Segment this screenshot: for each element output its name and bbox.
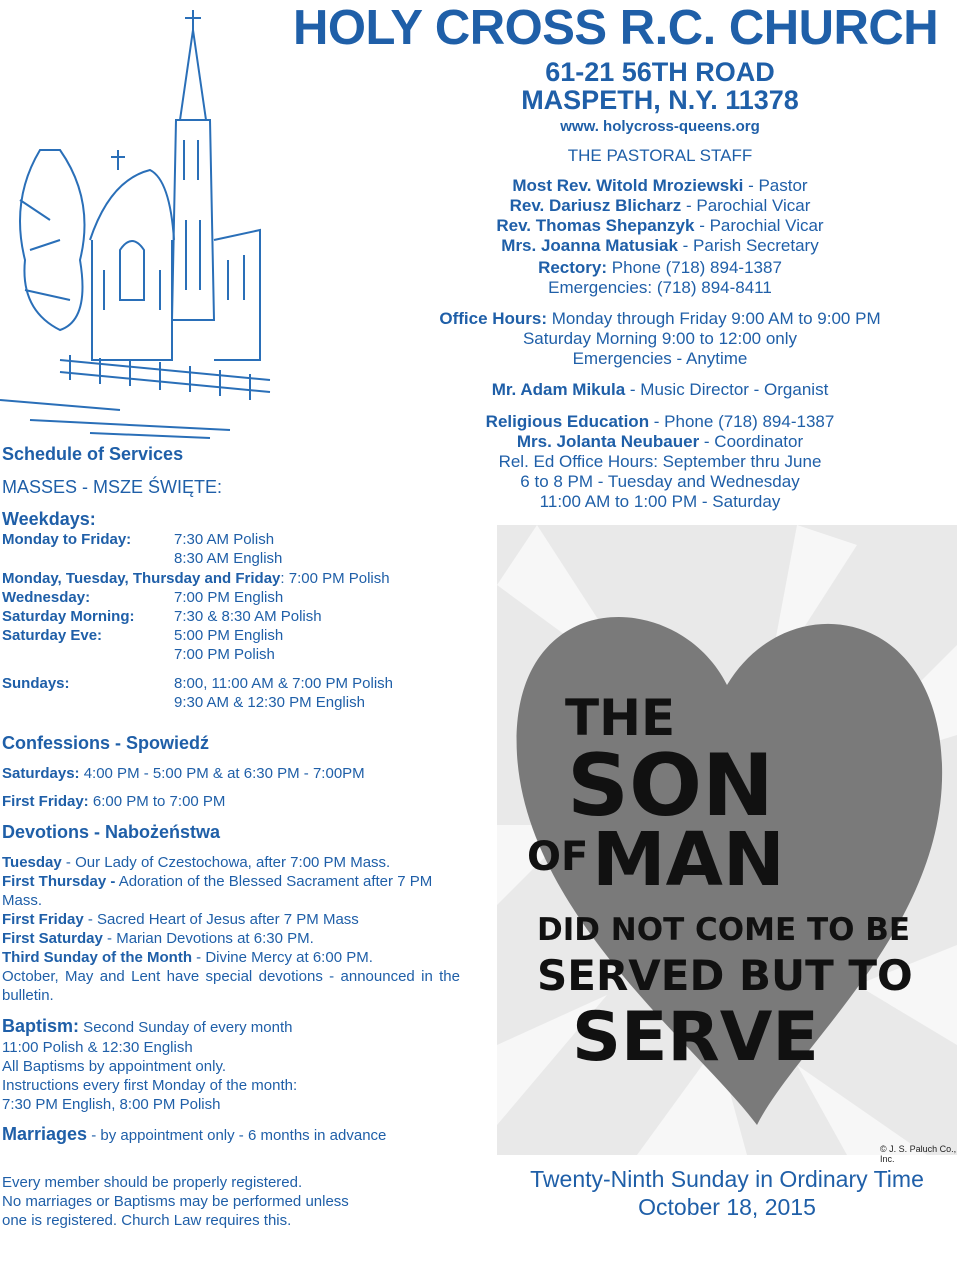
- poster-art: [497, 525, 957, 1155]
- poster-line: OF: [527, 834, 589, 880]
- rectory-phone: Rectory: Phone (718) 894-1387: [538, 258, 782, 277]
- poster-line: THE: [565, 689, 676, 747]
- address: [360, 58, 960, 114]
- religious-ed-coordinator: Mrs. Jolanta Neubauer - Coordinator: [516, 432, 804, 451]
- masses-heading: MASSES - MSZE ŚWIĘTE:: [2, 477, 223, 497]
- baptism-info: Baptism: Second Sunday of every month: [2, 1016, 293, 1036]
- registration-note: No marriages or Baptisms may be performed unless: [2, 1193, 349, 1210]
- confessions-first-friday: First Friday: 6:00 PM to 7:00 PM: [2, 793, 226, 810]
- registration-note: Every member should be properly registered.: [2, 1174, 303, 1191]
- baptism-instructions: Instructions every first Monday of the month:: [2, 1077, 298, 1094]
- poster-line: MAN: [592, 817, 785, 903]
- staff-row: Rev. Dariusz Blicharz - Parochial Vicar: [509, 196, 811, 215]
- staff-row: Mrs. Joanna Matusiak - Parish Secretary: [501, 236, 819, 255]
- devotions-heading: Devotions - Nabożeństwa: [2, 822, 221, 842]
- schedule-row: 8:30 AM English: [174, 550, 283, 567]
- poster-line: SON: [567, 736, 775, 836]
- confessions-heading: Confessions - Spowiedź: [2, 733, 210, 753]
- marriages-info: Marriages - by appointment only - 6 months in advance: [2, 1124, 387, 1144]
- devotion-third-sunday: Third Sunday of the Month - Divine Mercy at 6:00 PM.: [2, 949, 373, 966]
- devotion-first-friday: First Friday - Sacred Heart of Jesus after 7 PM Mass: [2, 911, 359, 928]
- rectory-emergencies: Emergencies: (718) 894-8411: [548, 278, 772, 297]
- office-hours-saturday: Saturday Morning 9:00 to 12:00 only: [522, 329, 798, 348]
- baptism-times: 11:00 Polish & 12:30 English: [2, 1039, 193, 1056]
- church-illustration: [0, 0, 290, 440]
- religious-ed-hours: 6 to 8 PM - Tuesday and Wednesday: [520, 472, 800, 491]
- schedule-row: Wednesday: 7:00 PM English: [2, 589, 284, 606]
- church-name: HOLY CROSS R.C. CHURCH: [293, 1, 939, 55]
- liturgical-date: [497, 1165, 957, 1221]
- schedule-row: Monday to Friday: 7:30 AM Polish: [2, 531, 275, 548]
- address-line-1: 61-21 56TH ROAD: [545, 57, 775, 87]
- poster-line: SERVE: [572, 998, 819, 1077]
- schedule-heading: Schedule of Services: [2, 444, 184, 464]
- religious-ed-hours: 11:00 AM to 1:00 PM - Saturday: [539, 492, 781, 511]
- baptism-instruction-times: 7:30 PM English, 8:00 PM Polish: [2, 1096, 221, 1113]
- website-link[interactable]: www. holycross-queens.org: [560, 118, 760, 135]
- staff-row: Rev. Thomas Shepanzyk - Parochial Vicar: [496, 216, 824, 235]
- devotion-tuesday: Tuesday - Our Lady of Czestochowa, after 7:00 PM Mass.: [2, 854, 391, 871]
- pastoral-staff-heading: THE PASTORAL STAFF: [567, 146, 753, 165]
- music-director: Mr. Adam Mikula - Music Director - Organist: [491, 380, 829, 399]
- office-hours-emergencies: Emergencies - Anytime: [572, 349, 748, 368]
- schedule-row: Sundays: 8:00, 11:00 AM & 7:00 PM Polish: [2, 675, 394, 692]
- copyright-notice: © J. S. Paluch Co., Inc.: [880, 1144, 957, 1164]
- liturgical-day: Twenty-Ninth Sunday in Ordinary Time: [530, 1166, 924, 1192]
- schedule-row: 7:00 PM Polish: [174, 646, 275, 663]
- date: October 18, 2015: [638, 1194, 816, 1220]
- registration-note: one is registered. Church Law requires this.: [2, 1212, 292, 1229]
- devotion-special: October, May and Lent have special devotions - announced in the bulletin.: [2, 968, 460, 1004]
- poster-line: SERVED BUT TO: [537, 951, 913, 1000]
- schedule-row: Saturday Morning: 7:30 & 8:30 AM Polish: [2, 608, 322, 625]
- religious-education: Religious Education - Phone (718) 894-1387: [485, 412, 835, 431]
- schedule-row: Monday, Tuesday, Thursday and Friday: 7:00 PM Polish: [2, 570, 390, 587]
- religious-ed-hours: Rel. Ed Office Hours: September thru June: [498, 452, 822, 471]
- schedule-row: Saturday Eve: 5:00 PM English: [2, 627, 284, 644]
- schedule-row: 9:30 AM & 12:30 PM English: [174, 694, 365, 711]
- weekdays-heading: Weekdays:: [2, 509, 96, 529]
- baptism-appointment: All Baptisms by appointment only.: [2, 1058, 226, 1075]
- devotion-first-thursday: First Thursday - Adoration of the Blessed Sacrament after 7 PM Mass.: [2, 873, 433, 909]
- son-of-man-poster: [497, 525, 957, 1155]
- confessions-saturdays: Saturdays: 4:00 PM - 5:00 PM & at 6:30 PM - 7:00PM: [2, 765, 365, 782]
- office-hours: Office Hours: Monday through Friday 9:00 AM to 9:00 PM: [439, 309, 881, 328]
- address-line-2: MASPETH, N.Y. 11378: [521, 85, 799, 115]
- staff-row: Most Rev. Witold Mroziewski - Pastor: [512, 176, 808, 195]
- devotion-first-saturday: First Saturday - Marian Devotions at 6:30 PM.: [2, 930, 314, 947]
- poster-line: DID NOT COME TO BE: [537, 912, 911, 948]
